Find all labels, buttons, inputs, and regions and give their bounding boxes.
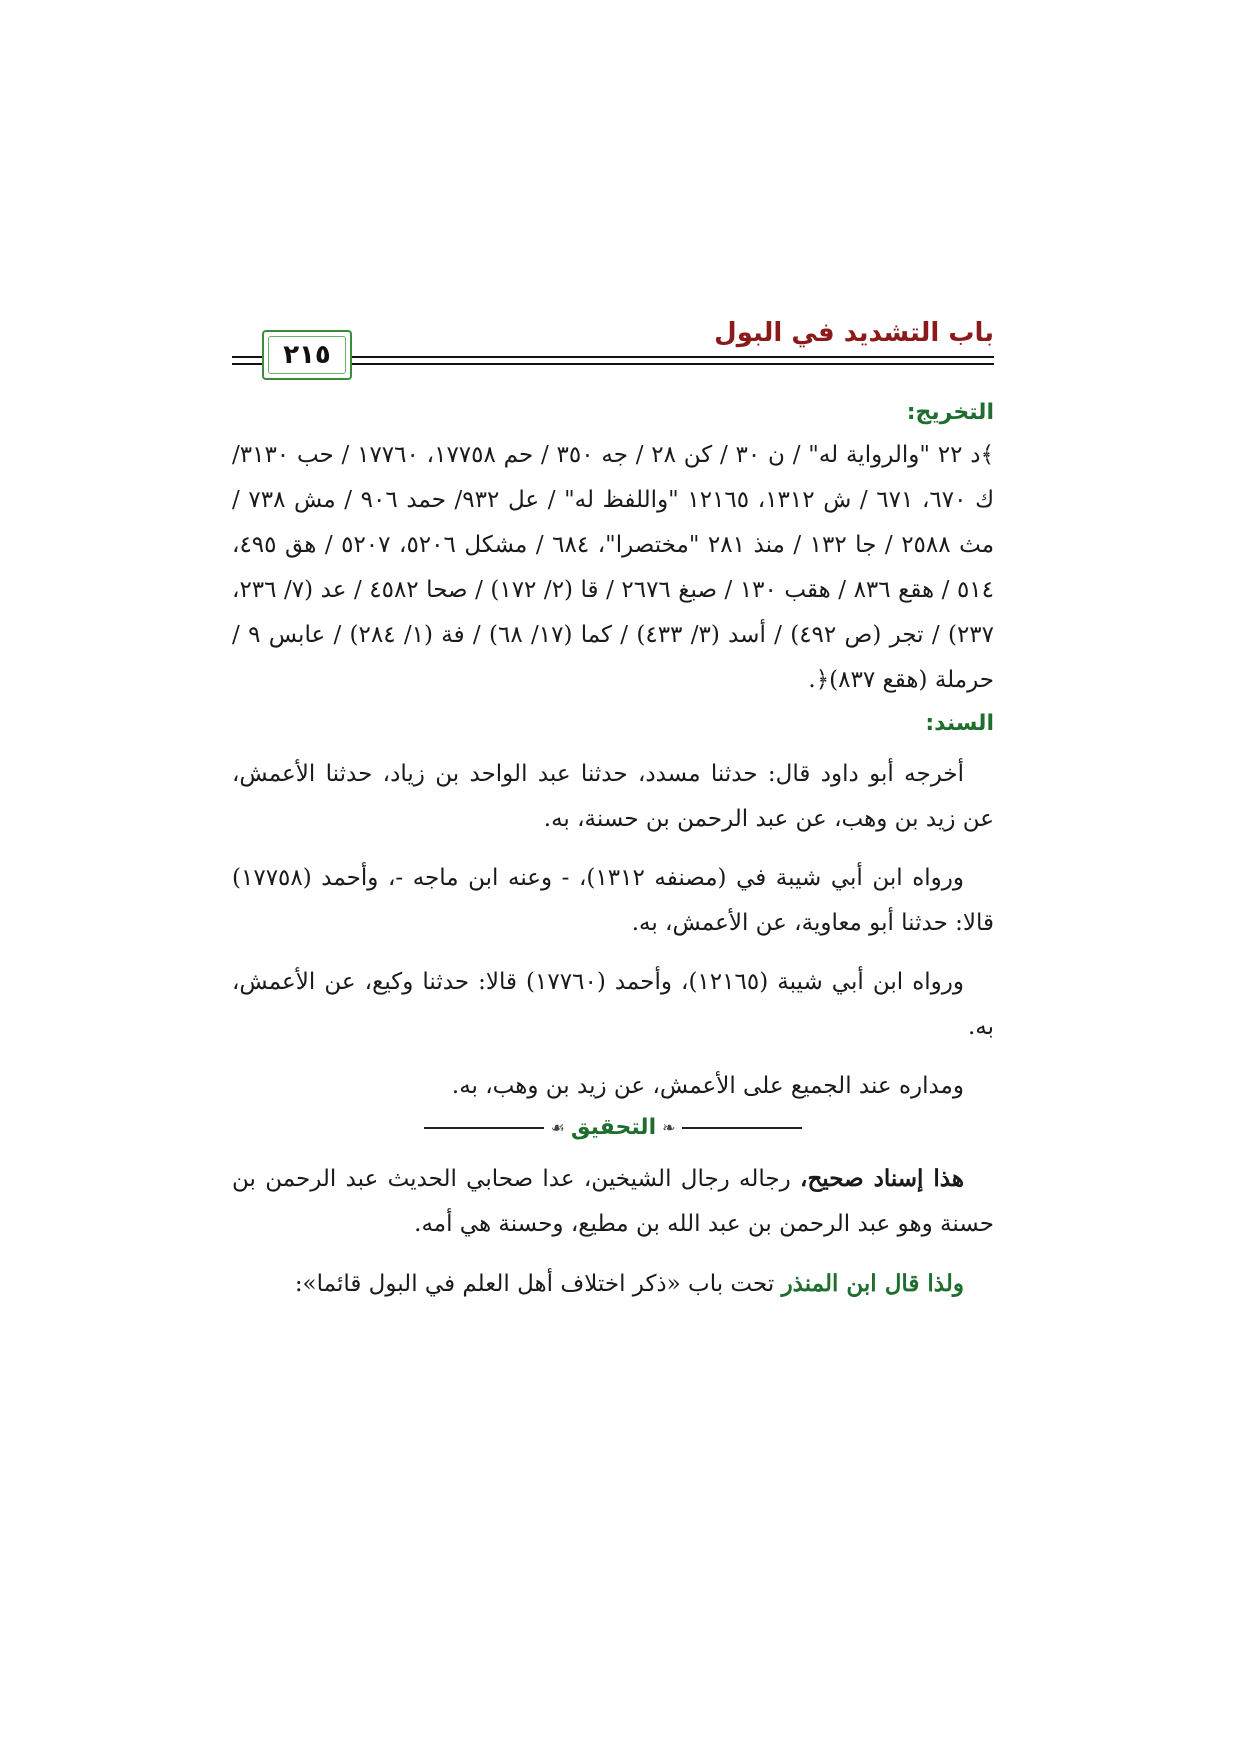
tahqiq-heading: التحقيق <box>570 1115 657 1140</box>
ibn-mundhir-quote-lead: ولذا قال ابن المنذر <box>781 1270 964 1297</box>
sanad-paragraph-4: ومداره عند الجميع على الأعمش، عن زيد بن وهب، به. <box>451 1073 964 1099</box>
sanad-paragraph-1: أخرجه أبو داود قال: حدثنا مسدد، حدثنا عبد الواحد بن زياد، حدثنا الأعمش، عن زيد بن وهب، عن عبد الرحمن بن حسنة، به. <box>232 761 994 832</box>
sanad-paragraph-3: ورواه ابن أبي شيبة (١٢١٦٥)، وأحمد (١٧٧٦٠) قالا: حدثنا وكيع، عن الأعمش، به. <box>232 969 994 1040</box>
sanad-paragraph-2: ورواه ابن أبي شيبة في (مصنفه ١٣١٢)، - وعنه ابن ماجه -، وأحمد (١٧٧٥٨) قالا: حدثنا أبو معاوية، عن الأعمش، به. <box>232 865 994 936</box>
tahqiq-paragraph-2 <box>232 1261 994 1307</box>
page-number: ٢١٥ <box>283 340 331 370</box>
tahqiq-verdict: هذا إسناد صحيح، <box>800 1165 964 1192</box>
takhrij-text: ﴾د ٢٢ "والرواية له" / ن ٣٠ / كن ٢٨ / جه ٣٥٠ / حم ١٧٧٥٨، ١٧٧٦٠ / حب ٣١٣٠/ ك ٦٧٠، ٦٧١ / ش ١٣١٢، ١٢١٦٥ "واللفظ له" / عل ٩٣٢/ حمد ٩٠٦ / مش ٧٣٨ / مث ٢٥٨٨ / جا ١٣٢ / منذ ٢٨١ "مختصرا"، ٦٨٤ / مشكل ٥٢٠٦، ٥٢٠٧ / هق ٤٩٥، ٥١٤ / هقع ٨٣٦ / هقب ١٣٠ / صبغ ٢٦٧٦ / قا (٢/ ١٧٢) / صحا ٤٥٨٢ / عد (٧/ ٢٣٦، ٢٣٧) / تجر (ص ٤٩٢) / أسد (٣/ ٤٣٣) / كما (١٧/ ٦٨) / فة (١/ ٢٨٤) / عابس ٩ / حرملة (هقع ٨٣٧)﴿. <box>232 442 995 693</box>
sanad-heading: السند: <box>925 711 994 736</box>
ornament-icon: ☙ <box>550 1118 565 1137</box>
divider-line-left <box>424 1127 544 1129</box>
ornament-icon: ❧ <box>662 1118 676 1137</box>
tahqiq-divider <box>232 1115 994 1140</box>
page-number-frame <box>262 330 352 380</box>
tahqiq-paragraph-1-text: رجاله رجال الشيخين، عدا صحابي الحديث عبد الرحمن بن حسنة وهو عبد الرحمن بن عبد الله بن مطيع، وحسنة هي أمه. <box>232 1166 994 1237</box>
page-content <box>232 400 994 1307</box>
header-rule-left <box>232 356 262 365</box>
tahqiq-paragraph-2-text: تحت باب «ذكر اختلاف أهل العلم في البول قائما»: <box>294 1271 782 1297</box>
chapter-title: باب التشديد في البول <box>714 318 994 348</box>
divider-line-right <box>682 1127 802 1129</box>
tahqiq-paragraph-1 <box>232 1156 994 1247</box>
header-rule-right <box>352 356 994 365</box>
takhrij-heading: التخريج: <box>906 400 994 425</box>
